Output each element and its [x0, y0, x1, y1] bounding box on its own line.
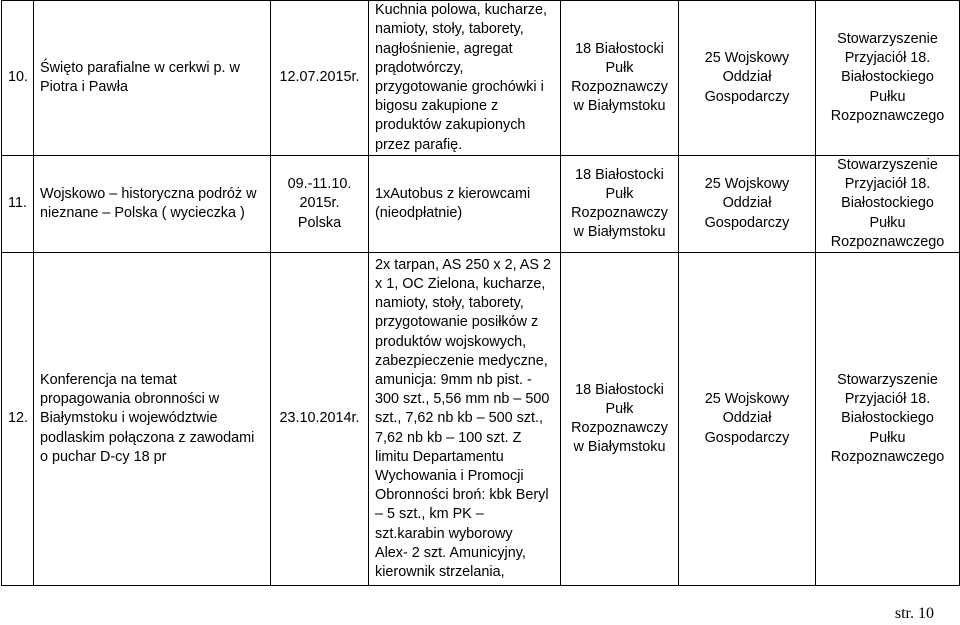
text-line: kierownik strzelania, [375, 564, 505, 581]
text-line: w Białymstoku [573, 98, 666, 115]
event-cell [34, 156, 271, 253]
table-row-11 [2, 156, 960, 253]
text-line: Gospodarczy [704, 429, 790, 446]
text-line: produktów wojskowych, [375, 333, 527, 350]
text-line: Oddział [722, 195, 772, 212]
text-line: Przyjaciół 18. [844, 50, 931, 67]
text-line: Rozpoznawczy [571, 420, 668, 437]
text-line: Białymstoku i województwie [40, 410, 218, 427]
text-line: Piotra i Pawła [40, 79, 128, 95]
text-line: prądotwórczy, [375, 59, 464, 76]
text-line: produktów zakupionych [375, 117, 526, 134]
text-line: Alex- 2 szt. Amunicyjny, [375, 544, 526, 561]
text-line: Oddział [722, 410, 772, 427]
text-line: Polska [297, 214, 342, 231]
text-line: w Białymstoku [573, 439, 666, 456]
text-line: Wychowania i Promocji [375, 468, 524, 485]
text-line: amunicja: 9mm nb pist. - [375, 372, 532, 388]
text-line: Rozpoznawczego [830, 448, 945, 465]
text-line: przygotowanie grochówki i [375, 79, 544, 95]
text-line: Kuchnia polowa, kucharze, [375, 2, 547, 19]
row-number: 12. [2, 253, 34, 586]
text-line: – 5 szt., km PK – [375, 506, 484, 523]
organizer-cell [816, 1, 960, 156]
row-number: 11. [2, 156, 34, 253]
date-cell [271, 253, 369, 586]
text-line: szt., 7,62 nb kb – 500 szt., [375, 410, 543, 427]
row-number: 10. [2, 1, 34, 156]
text-line: Białostockiego [841, 69, 934, 86]
text-line: bigosu zakupione z [375, 98, 499, 115]
text-line: Stowarzyszenie [837, 30, 938, 47]
text-line: Konferencja na temat [40, 372, 177, 388]
text-line: namioty, stoły, taborety, [375, 21, 524, 38]
text-line: 2015r. [299, 195, 340, 212]
text-line: 12.07.2015r. [279, 69, 360, 86]
text-line: Gospodarczy [704, 214, 790, 231]
text-line: limitu Departamentu [375, 448, 504, 465]
text-line: Rozpoznawczego [830, 107, 945, 124]
text-line: Obronności broń: kbk Beryl [375, 487, 549, 504]
text-line: Przyjaciół 18. [844, 391, 931, 408]
text-line: 1xAutobus z kierowcami [375, 185, 531, 202]
text-line: Wojskowo – historyczna podróż w [40, 185, 257, 202]
text-line: (nieodpłatnie) [375, 205, 463, 221]
text-line: Stowarzyszenie [837, 157, 938, 173]
support-cell [369, 253, 561, 586]
text-line: 25 Wojskowy [704, 391, 790, 408]
organizer-cell [816, 156, 960, 253]
event-cell [34, 253, 271, 586]
unit-cell [561, 253, 679, 586]
support-cell [369, 156, 561, 253]
text-line: podlaskim połączona z zawodami [40, 429, 255, 446]
text-line: 18 Białostocki [575, 166, 664, 183]
text-line: Święto parafialne w cerkwi p. w [40, 59, 240, 76]
text-line: nagłośnienie, agregat [375, 40, 513, 57]
text-line: propagowania obronności w [40, 391, 220, 408]
text-line: 09.-11.10. [287, 176, 352, 193]
event-cell [34, 1, 271, 156]
text-line: Gospodarczy [704, 88, 790, 105]
text-line: 18 Białostocki [575, 40, 664, 57]
text-line: 7,62 nb kb – 100 szt. Z [375, 429, 522, 446]
text-line: Rozpoznawczego [830, 233, 945, 250]
text-line: przez parafię. [375, 136, 463, 153]
page-number: str. 10 [894, 605, 934, 622]
text-line: 2x tarpan, AS 250 x 2, AS 2 [375, 256, 552, 273]
text-line: Oddział [722, 69, 772, 86]
text-line: Pułku [869, 429, 906, 446]
text-line: Przyjaciół 18. [844, 176, 931, 193]
text-line: Pułk [605, 59, 634, 76]
date-cell [271, 156, 369, 253]
text-line: namioty, stoły, taborety, [375, 295, 524, 312]
text-line: 23.10.2014r. [279, 410, 360, 427]
text-line: Pułku [869, 88, 906, 105]
text-line: Rozpoznawczy [571, 79, 668, 95]
text-line: w Białymstoku [573, 224, 666, 241]
text-line: 18 Białostocki [575, 381, 664, 398]
text-line: Pułk [605, 400, 634, 417]
text-line: Białostockiego [841, 410, 934, 427]
text-line: nieznane – Polska ( wycieczka ) [40, 205, 245, 221]
partner-cell [679, 1, 816, 156]
text-line: przygotowanie posiłków z [375, 314, 539, 331]
text-line: 300 szt., 5,56 mm nb – 500 [375, 391, 550, 408]
table-row-12 [2, 253, 960, 586]
partner-cell [679, 156, 816, 253]
unit-cell [561, 156, 679, 253]
partner-cell [679, 253, 816, 586]
text-line: o puchar D-cy 18 pr [40, 448, 167, 465]
organizer-cell [816, 253, 960, 586]
text-line: x 1, OC Zielona, kucharze, [375, 275, 546, 292]
unit-cell [561, 1, 679, 156]
text-line: Rozpoznawczy [571, 205, 668, 221]
text-line: Pułku [869, 214, 906, 231]
text-line: szt.karabin wyborowy [375, 525, 513, 542]
table-row-10 [2, 1, 960, 156]
text-line: Białostockiego [841, 195, 934, 212]
activities-table [1, 0, 960, 586]
text-line: Stowarzyszenie [837, 372, 938, 388]
support-cell [369, 1, 561, 156]
text-line: zabezpieczenie medyczne, [375, 352, 548, 369]
text-line: 25 Wojskowy [704, 176, 790, 193]
text-line: 25 Wojskowy [704, 50, 790, 67]
date-cell [271, 1, 369, 156]
text-line: Pułk [605, 185, 634, 202]
